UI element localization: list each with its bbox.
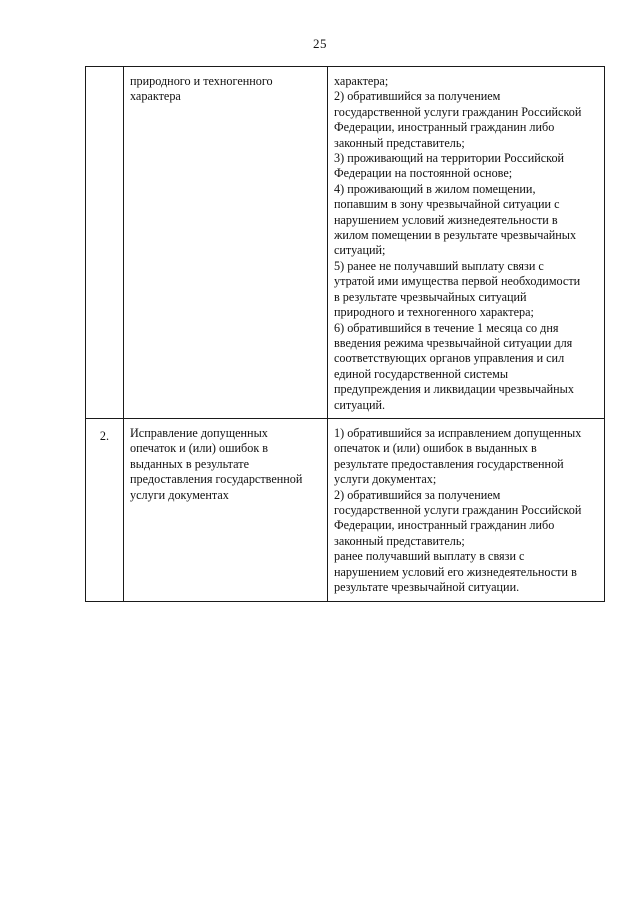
text-line: законный представитель; xyxy=(334,135,465,150)
text-line: опечаток и (или) ошибок в xyxy=(130,441,269,456)
text-line: государственной услуги гражданин Российской xyxy=(334,502,582,517)
text-line: жилом помещении в результате чрезвычайных xyxy=(334,228,577,243)
text-line: Федерации, иностранный гражданин либо xyxy=(334,120,555,135)
table-row xyxy=(86,67,605,419)
text-line: услуги документах; xyxy=(334,472,437,487)
text-line: Исправление допущенных xyxy=(130,425,268,440)
text-line: ситуаций; xyxy=(334,243,386,258)
text-line: выданных в результате xyxy=(130,456,249,471)
text-line: попавшим в зону чрезвычайной ситуации с xyxy=(334,197,560,212)
text-line: результате чрезвычайной ситуации. xyxy=(334,580,520,594)
text-line: в результате чрезвычайных ситуаций xyxy=(334,289,527,304)
text-line: нарушением условий его жизнедеятельности в xyxy=(334,564,577,579)
text-line: предоставления государственной xyxy=(130,472,303,487)
text-line: 3) проживающий на территории Российской xyxy=(334,151,565,166)
text-line: результате предоставления государственной xyxy=(334,456,564,471)
services-table xyxy=(85,66,605,602)
service-name-cell xyxy=(124,67,328,419)
text-line: ранее получавший выплату в связи с xyxy=(334,549,525,564)
text-line: ситуаций. xyxy=(334,397,386,412)
table-row xyxy=(86,418,605,601)
applicant-conditions-cell xyxy=(328,418,605,601)
text-line: 1) обратившийся за исправлением допущенных xyxy=(334,425,582,440)
text-line: услуги документах xyxy=(130,487,229,502)
text-line: 2) обратившийся за получением xyxy=(334,89,501,104)
text-line: характера xyxy=(130,89,181,104)
text-line: опечаток и (или) ошибок в выданных в xyxy=(334,441,537,456)
text-line: природного и техногенного xyxy=(130,74,273,88)
text-line: государственной услуги гражданин Российской xyxy=(334,104,582,119)
text-line: природного и техногенного характера; xyxy=(334,305,534,320)
text-line: соответствующих органов управления и сил xyxy=(334,351,565,366)
text-line: законный представитель; xyxy=(334,533,465,548)
service-name-cell xyxy=(124,418,328,601)
text-line: 4) проживающий в жилом помещении, xyxy=(334,181,536,196)
page-number: 25 xyxy=(313,36,327,51)
applicant-conditions-cell xyxy=(328,67,605,419)
text-line: Федерации на постоянной основе; xyxy=(334,166,513,181)
text-line: предупреждения и ликвидации чрезвычайных xyxy=(334,382,574,397)
text-line: единой государственной системы xyxy=(334,366,509,381)
text-line: характера; xyxy=(334,74,389,88)
text-line: утратой ими имущества первой необходимости xyxy=(334,274,581,289)
text-line: 5) ранее не получавший выплату связи с xyxy=(334,258,544,273)
row-number-cell xyxy=(86,67,124,419)
text-line: Федерации, иностранный гражданин либо xyxy=(334,518,555,533)
text-line: 2) обратившийся за получением xyxy=(334,487,501,502)
text-line: 6) обратившийся в течение 1 месяца со дня xyxy=(334,320,559,335)
text-line: нарушением условий жизнедеятельности в xyxy=(334,212,558,227)
text-line: введения режима чрезвычайной ситуации для xyxy=(334,335,573,350)
row-number-cell: 2. xyxy=(86,418,124,601)
